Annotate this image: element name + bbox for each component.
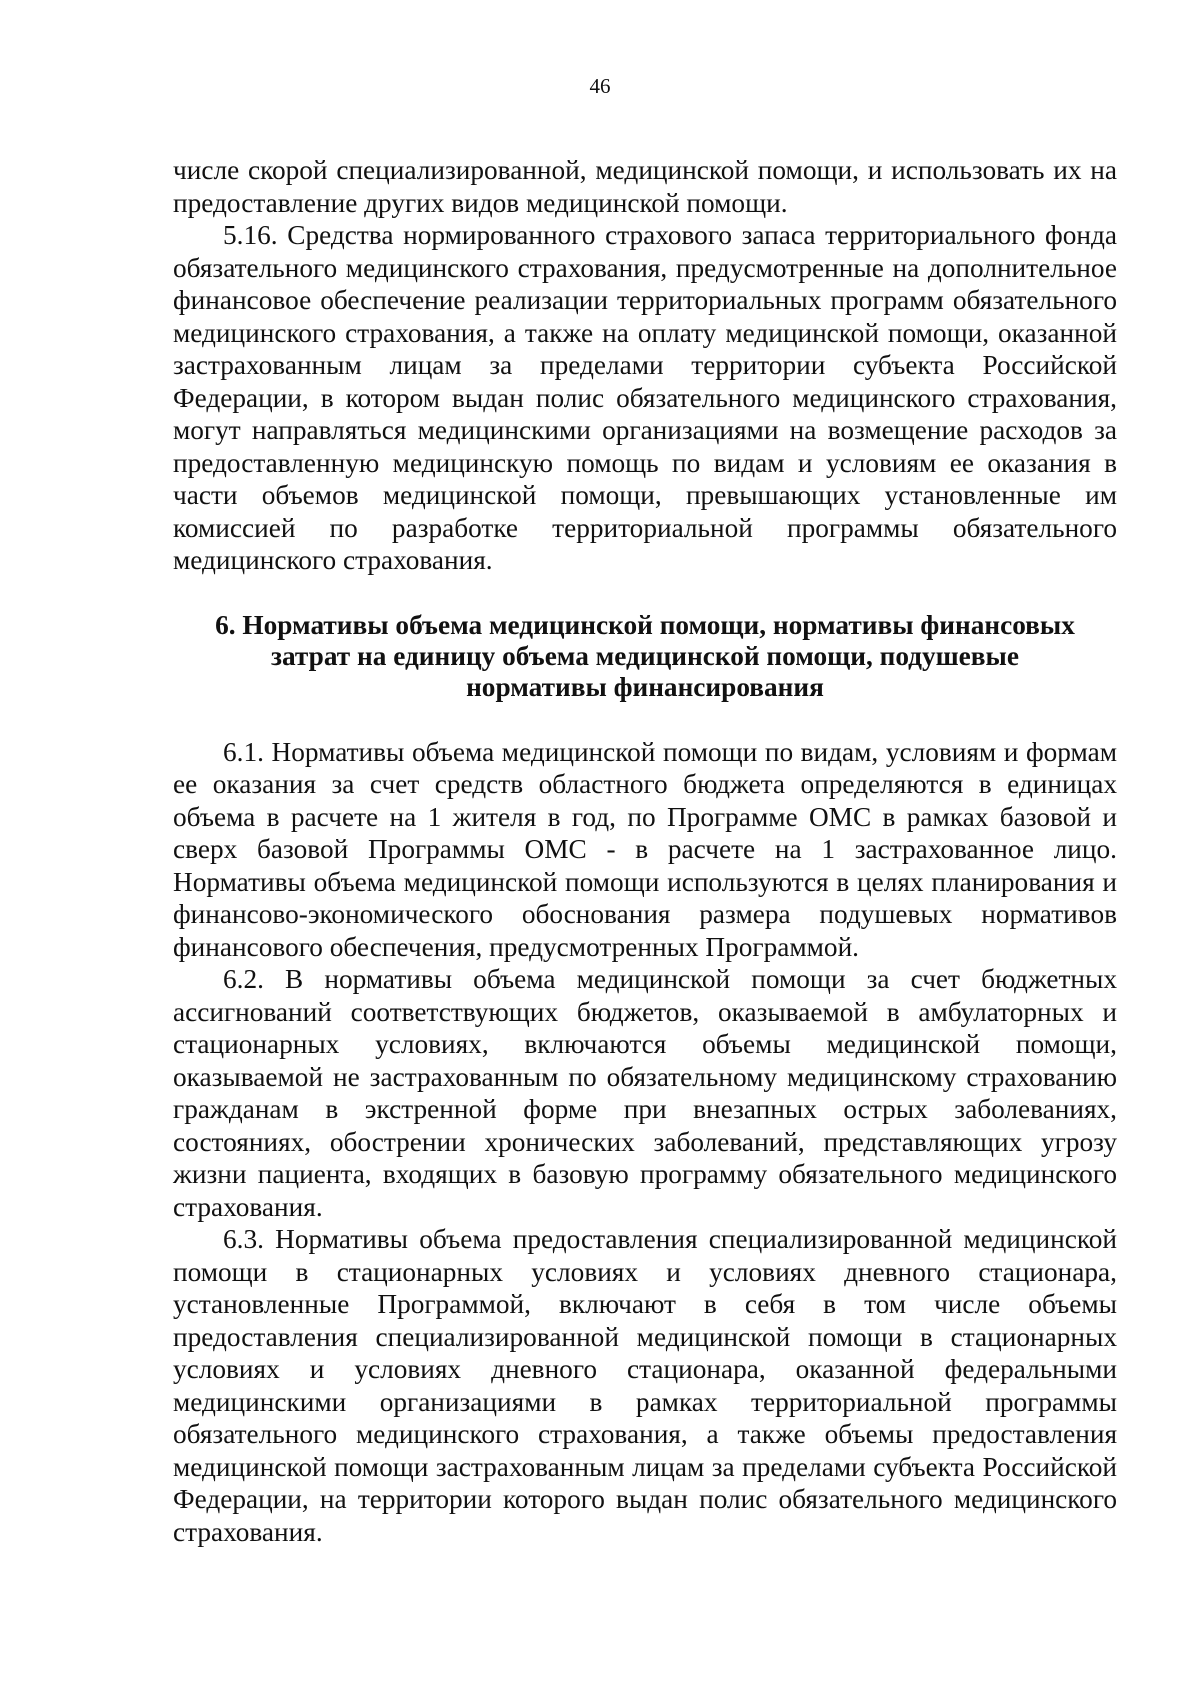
section-heading-line: нормативы финансирования <box>466 671 824 702</box>
paragraph-clause-6-3: 6.3. Нормативы объема предоставления специализированной медицинской помощи в стационарных условиях и условиях дневного стационара, установленные Программой, включают в себя в том числе объемы предоставления специализированной медицинской помощи в стационарных условиях и условиях дневного стационара, оказанной федеральными медицинскими организациями в рамках территориальной программы обязательного медицинского страхования, а также объемы предоставления медицинской помощи застрахованным лицам за пределами субъекта Российской Федерации, на территории которого выдан полис обязательного медицинского страхования. <box>173 1224 1117 1547</box>
paragraph-clause-5-16: 5.16. Средства нормированного страхового запаса территориального фонда обязательного медицинского страхования, предусмотренные на дополнительное финансовое обеспечение реализации территориальных программ обязательного медицинского страхования, а также на оплату медицинской помощи, оказанной застрахованным лицам за пределами территории субъекта Российской Федерации, в котором выдан полис обязательного медицинского страхования, могут направляться медицинскими организациями на возмещение расходов за предоставленную медицинскую помощь по видам и условиям ее оказания в части объемов медицинской помощи, превышающих установленные им комиссией по разработке территориальной программы обязательного медицинского страхования. <box>173 220 1117 575</box>
section-heading-line: затрат на единицу объема медицинской помощи, подушевые <box>271 640 1019 671</box>
section-heading <box>173 610 1117 703</box>
document-body <box>173 154 1117 1548</box>
section-heading-line: 6. Нормативы объема медицинской помощи, нормативы финансовых <box>215 609 1075 640</box>
paragraph-clause-6-2: 6.2. В нормативы объема медицинской помощи за счет бюджетных ассигнований соответствующих бюджетов, оказываемой в амбулаторных и стационарных условиях, включаются объемы медицинской помощи, оказываемой не застрахованным по обязательному медицинскому страхованию гражданам в экстренной форме при внезапных острых заболеваниях, состояниях, обострении хронических заболеваний, представляющих угрозу жизни пациента, входящих в базовую программу обязательного медицинского страхования. <box>173 964 1117 1222</box>
paragraph-clause-6-1: 6.1. Нормативы объема медицинской помощи по видам, условиям и формам ее оказания за счет средств областного бюджета определяются в единицах объема в расчете на 1 жителя в год, по Программе ОМС в рамках базовой и сверх базовой Программы ОМС - в расчете на 1 застрахованное лицо. Нормативы объема медицинской помощи используются в целях планирования и финансово-экономического обоснования размера подушевых нормативов финансового обеспечения, предусмотренных Программой. <box>173 736 1117 962</box>
paragraph-continuation: числе скорой специализированной, медицинской помощи, и использовать их на предоставление других видов медицинской помощи. <box>173 155 1117 218</box>
page-number: 46 <box>589 74 611 98</box>
